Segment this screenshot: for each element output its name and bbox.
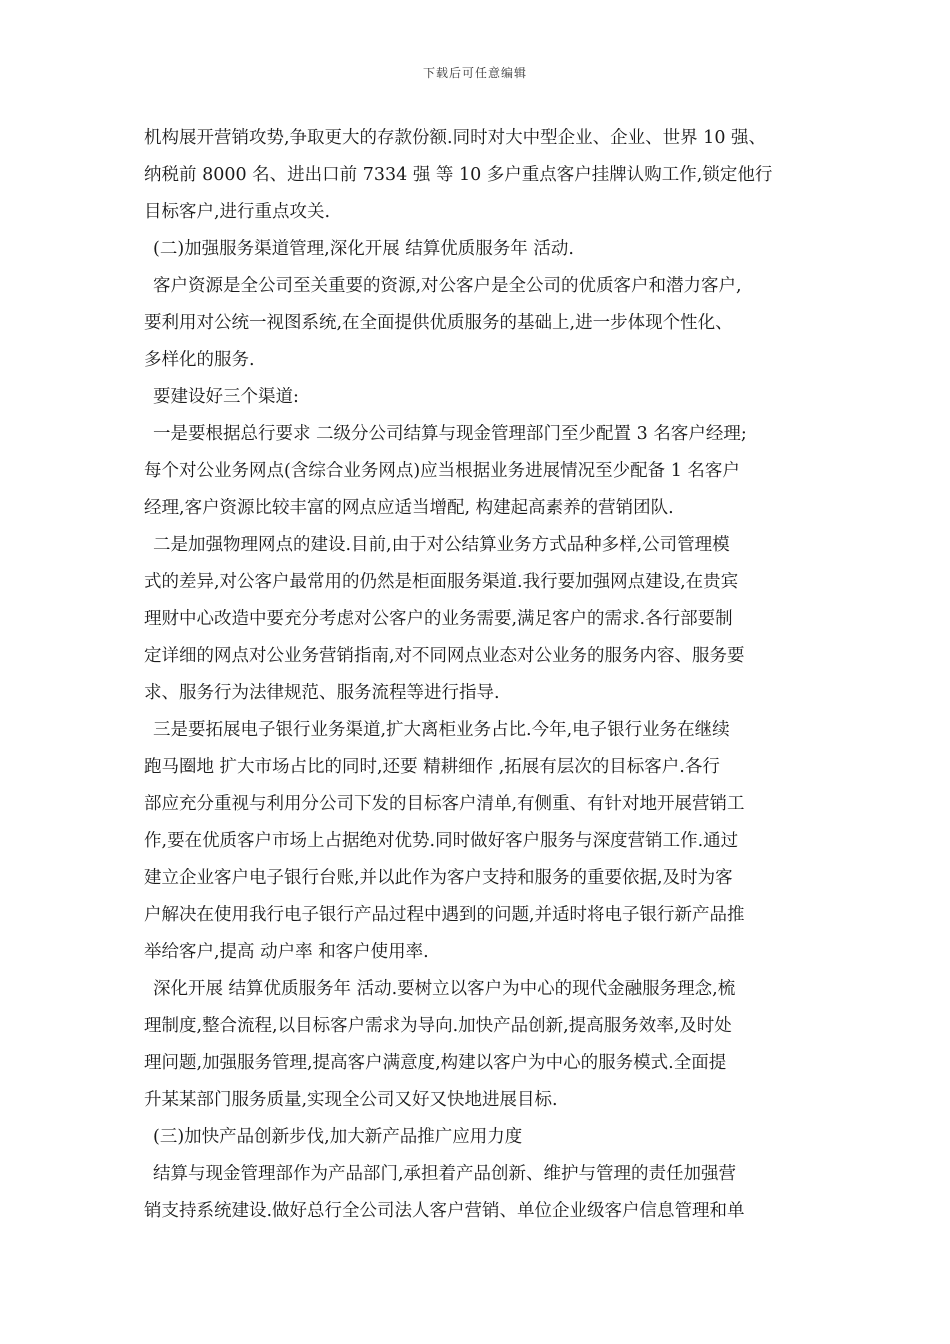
text-line: 理制度,整合流程,以目标客户需求为导向.加快产品创新,提高服务效率,及时处 — [144, 1016, 732, 1036]
text-line: 要建设好三个渠道: — [153, 387, 299, 407]
text-line: 升某某部门服务质量,实现全公司又好又快地进展目标. — [144, 1090, 558, 1110]
text-line: 一是要根据总行要求 二级分公司结算与现金管理部门至少配置 3 名客户经理; — [153, 424, 747, 444]
section-heading: (二)加强服务渠道管理,深化开展 结算优质服务年 活动. — [153, 239, 574, 259]
text-line: 深化开展 结算优质服务年 活动.要树立以客户为中心的现代金融服务理念,梳 — [153, 979, 736, 999]
text-line: 求、服务行为法律规范、服务流程等进行指导. — [144, 683, 500, 703]
text-line: 式的差异,对公客户最常用的仍然是柜面服务渠道.我行要加强网点建设,在贵宾 — [144, 572, 739, 592]
text-line: 经理,客户资源比较丰富的网点应适当增配, 构建起高素养的营销团队. — [144, 498, 674, 518]
text-line: 部应充分重视与利用分公司下发的目标客户清单,有侧重、有针对地开展营销工 — [144, 794, 745, 814]
text-line: 户解决在使用我行电子银行产品过程中遇到的问题,并适时将电子银行新产品推 — [144, 905, 745, 925]
text-line: 二是加强物理网点的建设.目前,由于对公结算业务方式品种多样,公司管理模 — [153, 535, 730, 555]
text-line: 销支持系统建设.做好总行全公司法人客户营销、单位企业级客户信息管理和单 — [144, 1201, 745, 1221]
text-line: 结算与现金管理部作为产品部门,承担着产品创新、维护与管理的责任加强营 — [153, 1164, 737, 1184]
text-line: 理财中心改造中要充分考虑对公客户的业务需要,满足客户的需求.各行部要制 — [144, 609, 733, 629]
text-line: 理问题,加强服务管理,提高客户满意度,构建以客户为中心的服务模式.全面提 — [144, 1053, 727, 1073]
text-line: 每个对公业务网点(含综合业务网点)应当根据业务进展情况至少配备 1 名客户 — [144, 461, 740, 481]
document-body — [144, 120, 834, 1230]
text-line: 多样化的服务. — [144, 350, 255, 370]
text-line: 定详细的网点对公业务营销指南,对不同网点业态对公业务的服务内容、服务要 — [144, 646, 745, 666]
text-line: 举给客户,提高 动户率 和客户使用率. — [144, 942, 429, 962]
text-line: 目标客户,进行重点攻关. — [144, 202, 331, 222]
text-line: 机构展开营销攻势,争取更大的存款份额.同时对大中型企业、企业、世界 10 强、 — [144, 128, 767, 148]
text-line: 要利用对公统一视图系统,在全面提供优质服务的基础上,进一步体现个性化、 — [144, 313, 733, 333]
text-line: 纳税前 8000 名、进出口前 7334 强 等 10 多户重点客户挂牌认购工作,锁定他行 — [144, 165, 773, 185]
text-line: 跑马圈地 扩大市场占比的同时,还要 精耕细作 ,拓展有层次的目标客户.各行 — [144, 757, 720, 777]
page-header: 下载后可任意编辑 — [422, 66, 527, 80]
text-line: 客户资源是全公司至关重要的资源,对公客户是全公司的优质客户和潜力客户, — [153, 276, 742, 296]
text-line: 作,要在优质客户市场上占据绝对优势.同时做好客户服务与深度营销工作.通过 — [144, 831, 739, 851]
section-heading: (三)加快产品创新步伐,加大新产品推广应用力度 — [153, 1127, 523, 1147]
text-line: 建立企业客户电子银行台账,并以此作为客户支持和服务的重要依据,及时为客 — [144, 868, 733, 888]
text-line: 三是要拓展电子银行业务渠道,扩大离柜业务占比.今年,电子银行业务在继续 — [153, 720, 730, 740]
